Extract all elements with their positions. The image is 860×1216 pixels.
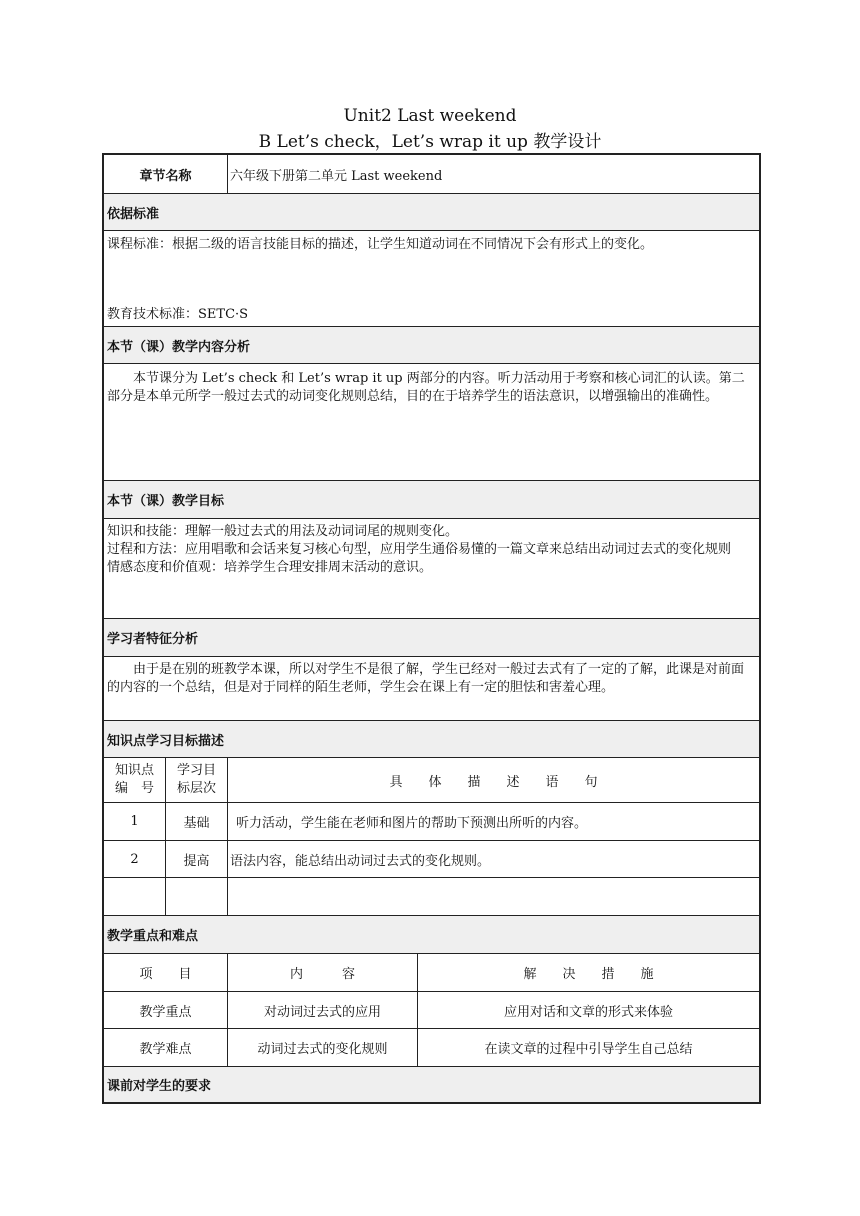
basis-section [104, 230, 759, 326]
knowledge-row-level: 基础 [165, 803, 227, 840]
learner-text: 由于是在别的班教学本课，所以对学生不是很了解，学生已经对一般过去式有了一定的了解，此课是对前面的内容的一个总结，但是对于同样的陌生老师，学生会在课上有一定的胆怯和害羞心理。 [104, 656, 759, 720]
lesson-plan-table [102, 153, 761, 1104]
knowledge-col-description: 具 体 描 述 语 句 [227, 758, 759, 802]
key-points-item: 教学难点 [139, 1042, 192, 1057]
empty-cell [104, 878, 165, 915]
knowledge-row [104, 840, 759, 877]
document-subtitle: B Let’s check，Let’s wrap it up 教学设计 [258, 132, 602, 152]
objective-process: 过程和方法：应用唱歌和会话来复习核心句型，应用学生通俗易懂的一篇文章来总结出动词过去式的变化规则 [107, 542, 732, 557]
content-analysis-text: 本节课分为 Let’s check 和 Let’s wrap it up 两部分的内容。听力活动用于考察和核心词汇的认读。第二部分是本单元所学一般过去式的动词变化规则总结，目的在于培养学生的语法意识，以增强输出的准确性。 [104, 363, 759, 480]
objective-attitude: 情感态度和价值观：培养学生合理安排周末活动的意识。 [107, 560, 433, 575]
knowledge-col-number-line2: 编 号 [114, 781, 154, 796]
knowledge-row-number: 2 [130, 851, 139, 867]
knowledge-col-level [165, 758, 227, 802]
key-points-item: 教学重点 [139, 1004, 192, 1020]
knowledge-column-headers [104, 757, 759, 802]
knowledge-header: 知识点学习目标描述 [104, 720, 759, 757]
knowledge-row-description: 语法内容，能总结出动词过去式的变化规则。 [227, 841, 759, 877]
basis-tech-standard: 教育技术标准：SETC·S [107, 307, 249, 322]
knowledge-col-number-line1: 知识点 [114, 763, 154, 778]
key-points-col-measure: 解 决 措 施 [417, 954, 759, 991]
objective-knowledge: 知识和技能：理解一般过去式的用法及动词词尾的规则变化。 [107, 524, 459, 539]
chapter-label: 章节名称 [139, 168, 192, 184]
empty-cell [165, 878, 227, 915]
key-points-column-headers [104, 953, 759, 991]
key-points-content: 对动词过去式的应用 [227, 992, 417, 1028]
knowledge-row-description: 听力活动，学生能在老师和图片的帮助下预测出所听的内容。 [227, 803, 759, 840]
chapter-row [104, 155, 759, 193]
key-points-measure: 在读文章的过程中引导学生自己总结 [417, 1029, 759, 1066]
knowledge-row-empty [104, 877, 759, 915]
knowledge-row [104, 802, 759, 840]
basis-curriculum-standard: 课程标准：根据二级的语言技能目标的描述，让学生知道动词在不同情况下会有形式上的变化。 [107, 237, 654, 252]
document-title: Unit2 Last weekend [343, 106, 517, 126]
chapter-value: 六年级下册第二单元 Last weekend [227, 155, 759, 193]
key-points-row [104, 991, 759, 1028]
empty-cell [227, 878, 759, 915]
key-points-row [104, 1028, 759, 1066]
key-points-col-item: 项 目 [139, 967, 192, 982]
objectives-section [104, 518, 759, 618]
requirements-header: 课前对学生的要求 [104, 1066, 759, 1102]
key-points-col-content: 内 容 [227, 954, 417, 991]
knowledge-row-number: 1 [130, 814, 139, 829]
content-analysis-header: 本节（课）教学内容分析 [104, 326, 759, 363]
knowledge-row-level: 提高 [165, 841, 227, 877]
basis-header: 依据标准 [104, 193, 759, 230]
objectives-header: 本节（课）教学目标 [104, 480, 759, 518]
knowledge-col-level-line2: 标层次 [176, 781, 216, 796]
knowledge-col-number [104, 758, 165, 802]
knowledge-col-level-line1: 学习目 [176, 763, 216, 778]
learner-header: 学习者特征分析 [104, 618, 759, 656]
key-points-measure: 应用对话和文章的形式来体验 [417, 992, 759, 1028]
key-points-header: 教学重点和难点 [104, 915, 759, 953]
key-points-content: 动词过去式的变化规则 [227, 1029, 417, 1066]
